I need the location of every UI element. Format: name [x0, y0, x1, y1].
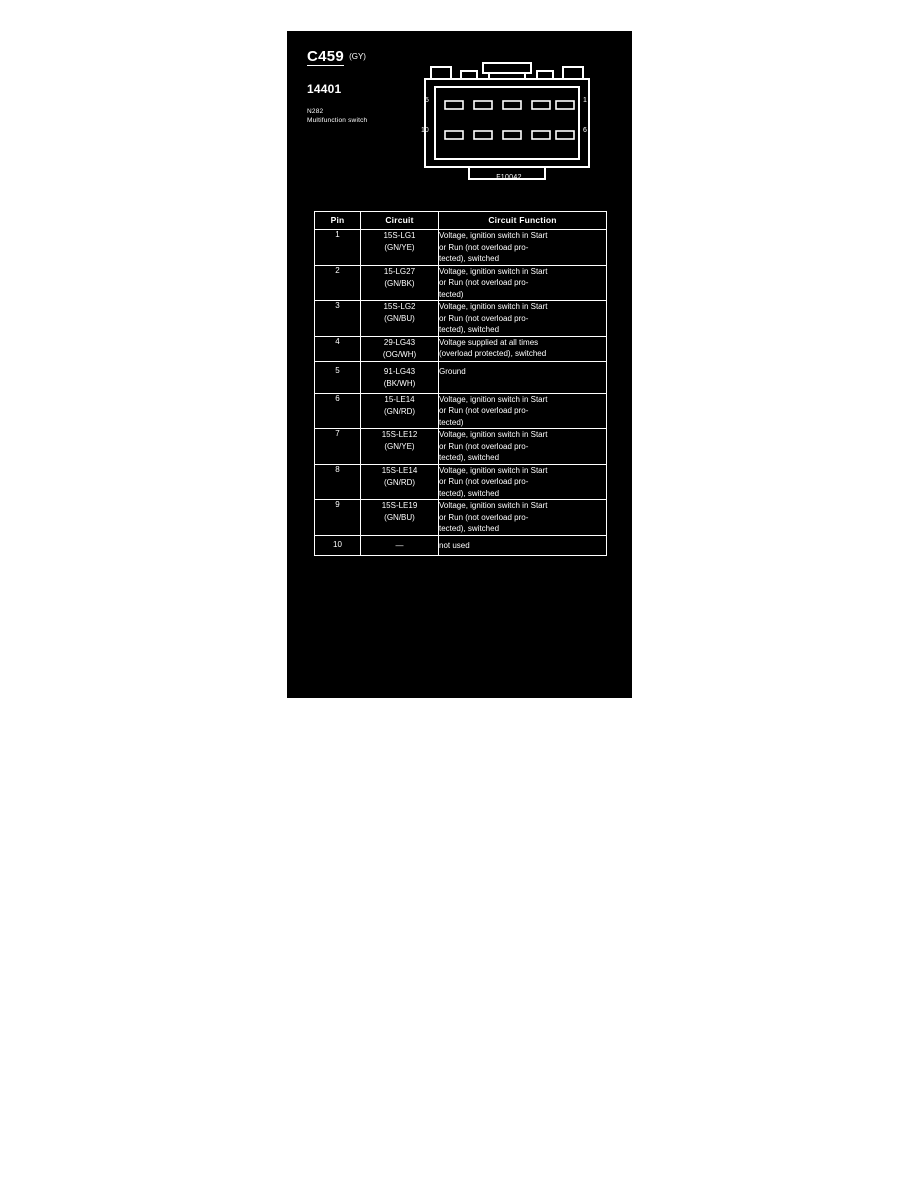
header-circuit-function: Circuit Function [439, 212, 607, 230]
circuit-line: 15S-LE14 [381, 465, 418, 475]
function-line: (overload protected), switched [439, 349, 547, 358]
circuit-line: 15S-LE12 [381, 430, 418, 439]
cell-circuit-function [439, 464, 607, 500]
component-code: N282 [307, 108, 324, 115]
circuit-line: (GN/BU) [384, 314, 415, 323]
function-line: Voltage, ignition switch in Start [439, 430, 548, 439]
pin-label-top-left: 5 [425, 97, 429, 104]
cell-circuit [361, 301, 439, 337]
cell-circuit-function [439, 265, 607, 301]
function-line: Voltage, ignition switch in Start [439, 465, 548, 475]
function-line: or Run (not overload pro- [439, 278, 529, 287]
cell-pin: 7 [315, 429, 361, 465]
circuit-line: 29-LG43 [383, 337, 416, 347]
table-row [315, 301, 607, 337]
function-line: tected), switched [439, 488, 500, 498]
circuit-line: 15S-LE19 [381, 501, 418, 510]
circuit-line: (GN/RD) [383, 406, 416, 416]
function-line: Voltage, ignition switch in Start [439, 302, 548, 311]
cell-circuit-function [439, 429, 607, 465]
circuit-line: — [395, 540, 404, 550]
cell-circuit [361, 230, 439, 266]
function-line: tected), switched [439, 453, 500, 462]
function-line: Voltage, ignition switch in Start [439, 231, 548, 240]
function-line: or Run (not overload pro- [439, 477, 529, 486]
function-line: Voltage supplied at all times [439, 337, 539, 347]
table-row [315, 464, 607, 500]
component-name: Multifunction switch [307, 117, 368, 124]
pin-label-bottom-right: 6 [583, 127, 587, 134]
circuit-line: (GN/BK) [384, 278, 415, 288]
part-number: 14401 [307, 82, 342, 96]
circuit-line: (GN/RD) [383, 477, 416, 487]
table-row [315, 500, 607, 536]
cell-circuit [361, 535, 439, 555]
connector-id: C459 [307, 48, 345, 65]
function-line: tected) [439, 289, 464, 299]
cell-pin: 2 [315, 265, 361, 301]
function-line: or Run (not overload pro- [439, 441, 529, 451]
circuit-line: (GN/YE) [384, 442, 415, 451]
pin-table-body [315, 230, 607, 556]
cell-circuit [361, 336, 439, 361]
cell-pin: 5 [315, 361, 361, 393]
table-row [315, 429, 607, 465]
cell-pin: 6 [315, 393, 361, 429]
connector-illustration [417, 57, 607, 187]
function-line: tected), switched [439, 325, 500, 334]
cell-pin: 10 [315, 535, 361, 555]
cell-circuit-function [439, 535, 607, 555]
function-line: Voltage, ignition switch in Start [439, 394, 548, 404]
cell-circuit-function [439, 230, 607, 266]
cell-circuit [361, 361, 439, 393]
circuit-line: (GN/BU) [384, 513, 415, 522]
table-row [315, 336, 607, 361]
function-line: or Run (not overload pro- [439, 406, 529, 415]
cell-pin: 9 [315, 500, 361, 536]
header-circuit: Circuit [361, 212, 439, 230]
function-line: Voltage, ignition switch in Start [439, 501, 548, 510]
figure-label: F10042 [496, 174, 522, 181]
function-line: or Run (not overload pro- [439, 313, 529, 323]
cell-circuit [361, 464, 439, 500]
cell-circuit-function [439, 500, 607, 536]
circuit-line: 91-LG43 [383, 366, 416, 376]
function-line: tected) [439, 417, 464, 427]
function-line: or Run (not overload pro- [439, 512, 529, 522]
pin-table [314, 211, 607, 556]
function-line: tected), switched [439, 254, 500, 263]
circuit-line: (OG/WH) [382, 349, 417, 359]
pin-table-container [314, 211, 606, 556]
table-row [315, 230, 607, 266]
cell-circuit-function [439, 393, 607, 429]
cell-circuit [361, 393, 439, 429]
function-line: not used [439, 540, 470, 550]
cell-circuit-function [439, 361, 607, 393]
cell-pin: 3 [315, 301, 361, 337]
cell-circuit-function [439, 336, 607, 361]
connector-color-code: (GY) [349, 52, 366, 61]
function-line: Ground [439, 366, 466, 376]
header-pin: Pin [315, 212, 361, 230]
function-line: tected), switched [439, 524, 500, 533]
circuit-line: (BK/WH) [383, 378, 416, 388]
cell-circuit [361, 429, 439, 465]
circuit-line: 15-LE14 [384, 394, 415, 404]
cell-pin: 8 [315, 464, 361, 500]
cell-pin: 1 [315, 230, 361, 266]
cell-circuit [361, 500, 439, 536]
pin-label-bottom-left: 10 [421, 127, 429, 134]
pin-label-top-right: 1 [583, 97, 587, 104]
circuit-line: 15S-LG1 [383, 231, 416, 240]
table-row [315, 535, 607, 555]
circuit-line: 15-LG27 [383, 266, 416, 276]
connector-diagram-sheet [287, 31, 632, 698]
cell-pin: 4 [315, 336, 361, 361]
connector-header [307, 48, 427, 124]
table-header-row [315, 212, 607, 230]
circuit-line: (GN/YE) [384, 243, 415, 252]
table-row [315, 361, 607, 393]
function-line: or Run (not overload pro- [439, 242, 529, 252]
circuit-line: 15S-LG2 [383, 302, 416, 311]
table-row [315, 265, 607, 301]
cell-circuit-function [439, 301, 607, 337]
function-line: Voltage, ignition switch in Start [439, 266, 548, 276]
cell-circuit [361, 265, 439, 301]
table-row [315, 393, 607, 429]
